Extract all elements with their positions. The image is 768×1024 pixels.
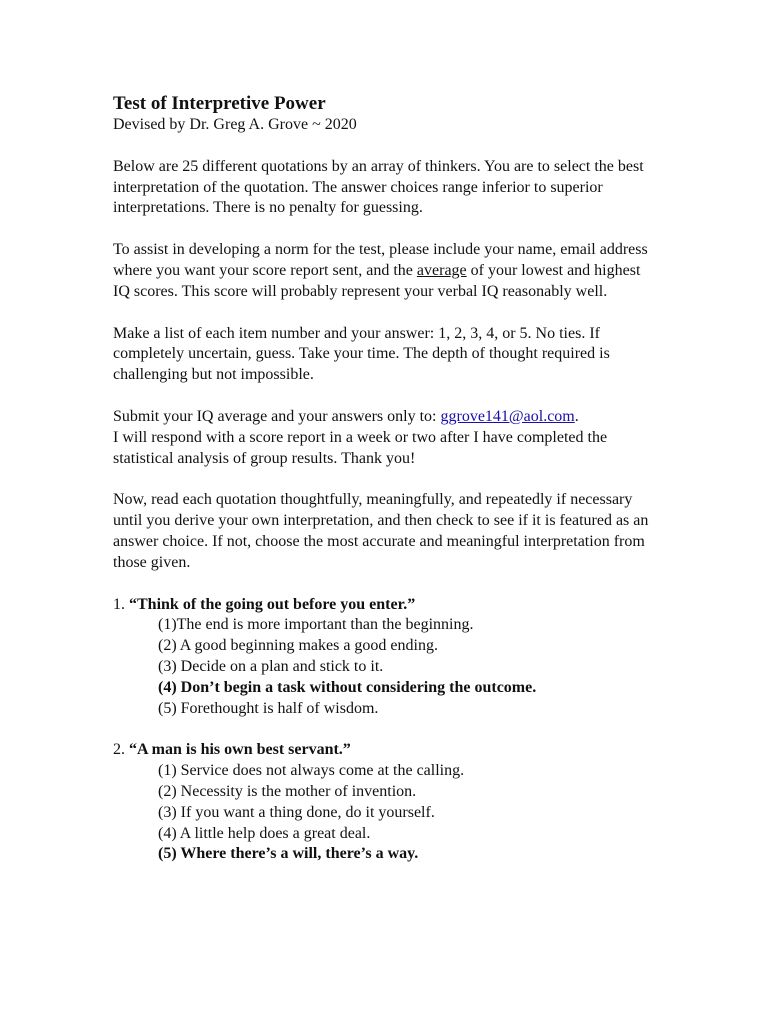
question-1-choice-5: (5) Forethought is half of wisdom. (158, 699, 379, 717)
question-2-number: 2. (113, 741, 129, 759)
email-link[interactable]: ggrove141@aol.com (440, 407, 575, 425)
question-2-choice-4: (4) A little help does a great deal. (158, 824, 371, 842)
question-2-choice-3: (3) If you want a thing done, do it yourself. (158, 803, 435, 821)
intro-paragraph-2-text-a: To assist in developing a norm for the test, please include your name, email address where you want your score report sent, and the (113, 241, 648, 279)
question-2-heading (113, 740, 658, 761)
document-page (113, 93, 658, 886)
intro-paragraph-2-text-b: of your lowest and highest IQ scores. This score will probably represent your verbal IQ reasonably well. (113, 261, 641, 300)
question-1-choice-2: (2) A good beginning makes a good ending. (158, 637, 438, 655)
question-2-choice-1: (1) Service does not always come at the calling. (158, 762, 465, 780)
question-1-choice-1: (1)The end is more important than the beginning. (158, 616, 474, 634)
intro-paragraph-2 (113, 240, 658, 302)
question-1-choice-3: (3) Decide on a plan and stick to it. (158, 657, 384, 675)
average-underlined-word: average (416, 261, 467, 279)
question-1-number: 1. (113, 595, 129, 613)
intro-paragraph-1: Below are 25 different quotations by an array of thinkers. You are to select the best interpretation of the quotation. The answer choices range inferior to superior interpretations. There is no penalty for guessing. (113, 157, 644, 217)
submit-text: Submit your IQ average and your answers only to: (113, 407, 441, 425)
intro-paragraph-4 (113, 407, 658, 469)
question-2-quote: “A man is his own best servant.” (129, 741, 351, 759)
question-2-choice-5: (5) Where there’s a will, there’s a way. (158, 845, 419, 863)
question-2-choice-2: (2) Necessity is the mother of invention. (158, 782, 417, 800)
document-title: Test of Interpretive Power (113, 93, 326, 114)
document-subtitle: Devised by Dr. Greg A. Grove ~ 2020 (113, 116, 357, 133)
response-text: I will respond with a score report in a week or two after I have completed the statistical analysis of group results. Thank you! (113, 428, 608, 467)
submit-text-end: . (574, 407, 579, 425)
question-1 (113, 595, 658, 720)
question-2 (113, 740, 658, 865)
intro-paragraph-5: Now, read each quotation thoughtfully, meaningfully, and repeatedly if necessary until you derive your own interpretation, and then check to see if it is featured as an answer choice. If not, choose the most accurate and meaningful interpretation from those given. (113, 491, 649, 571)
question-1-quote: “Think of the going out before you enter.” (129, 595, 416, 613)
intro-paragraph-3: Make a list of each item number and your answer: 1, 2, 3, 4, or 5. No ties. If completely uncertain, guess. Take your time. The depth of thought required is challenging but not impossible. (113, 324, 610, 384)
question-1-choice-4: (4) Don’t begin a task without considering the outcome. (158, 678, 537, 696)
question-1-heading (113, 595, 658, 616)
